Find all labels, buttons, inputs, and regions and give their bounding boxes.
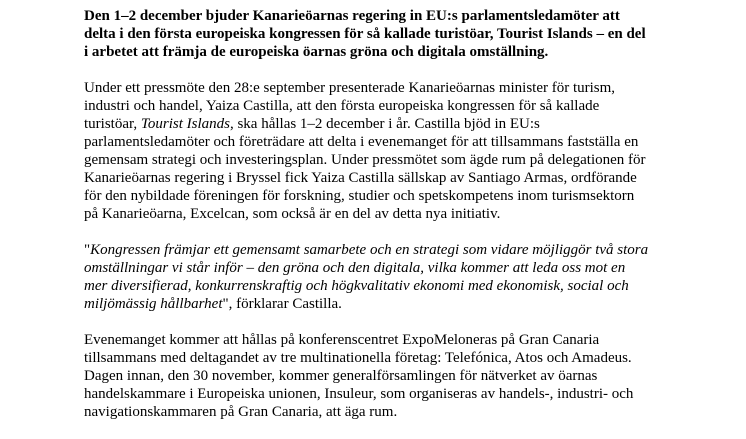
- quote-mark: ": [84, 242, 91, 258]
- paragraph-line: [84, 241, 734, 259]
- paragraph-line: Kanarieöarnas regering i Bryssel fick Yaiza Castilla sällskap av Santiago Armas, ordförande: [84, 170, 637, 186]
- text-run: , ska hållas 1–2 december i år. Castilla bjöd in EU:s: [229, 116, 540, 132]
- paragraph-line: parlamentsledamöter och företrädare att delta i evenemanget för att tillsammans fastställa en: [84, 134, 639, 150]
- paragraph-line: Evenemanget kommer att hållas på konferenscentret ExpoMeloneras på Gran Canaria: [84, 332, 600, 348]
- text-run: turistöar,: [84, 116, 141, 132]
- lead-line: i arbetet att främja de europeiska öarnas gröna och digitala omställning.: [84, 44, 549, 60]
- paragraph-line: på Kanarieöarna, Excelcan, som också är en del av detta nya initiativ.: [84, 206, 501, 222]
- lead-paragraph: [84, 7, 734, 61]
- emphasis-text: omställningar vi står inför – den gröna och den digitala, vilka kommer att leda oss mot en: [84, 260, 626, 276]
- paragraph-line: navigationskammaren på Gran Canaria, att äga rum.: [84, 404, 398, 420]
- paragraph-line: tillsammans med deltagandet av tre multinationella företag: Telefónica, Atos och Amadeus.: [84, 350, 632, 366]
- paragraph-line: [84, 277, 734, 295]
- paragraph-line: gemensam strategi och investeringsplan. Under pressmötet som ägde rum på delegationen för: [84, 152, 646, 168]
- paragraph-line: handelskammare i Europeiska unionen, Insuleur, som organiseras av handels-, industri- och: [84, 386, 634, 402]
- emphasis-text: Kongressen främjar ett gemensamt samarbete och en strategi som vidare möjliggör två stora: [90, 242, 649, 258]
- body-paragraph-1: [84, 79, 734, 223]
- paragraph-line: [84, 115, 734, 133]
- paragraph-line: [84, 295, 734, 313]
- text-run: ", förklarar Castilla.: [222, 296, 342, 312]
- emphasis-text: mer diversifierad, konkurrenskraftig och högkvalitativ ekonomi med ekonomisk, social och: [84, 278, 629, 294]
- paragraph-line: för den nybildade föreningen för forskning, studier och spetskompetens inom turismsektorn: [84, 188, 635, 204]
- paragraph-line: industri och handel, Yaiza Castilla, att den första europeiska kongressen för så kallade: [84, 98, 600, 114]
- body-paragraph-3: [84, 331, 734, 421]
- emphasis-text: miljömässig hållbarhet: [84, 296, 223, 312]
- lead-line: delta i den första europeiska kongressen för så kallade turistöar, Tourist Islands – en del: [84, 26, 646, 42]
- paragraph-line: Dagen innan, den 30 november, kommer generalförsamlingen för nätverket av öarnas: [84, 368, 598, 384]
- lead-line: Den 1–2 december bjuder Kanarieöarnas regering in EU:s parlamentsledamöter att: [84, 8, 620, 24]
- paragraph-line: Under ett pressmöte den 28:e september presenterade Kanarieöarnas minister för turism,: [84, 80, 616, 96]
- document-body: [84, 7, 734, 439]
- quote-paragraph: [84, 241, 734, 313]
- paragraph-line: [84, 259, 734, 277]
- emphasis-text: Tourist Islands: [140, 116, 230, 132]
